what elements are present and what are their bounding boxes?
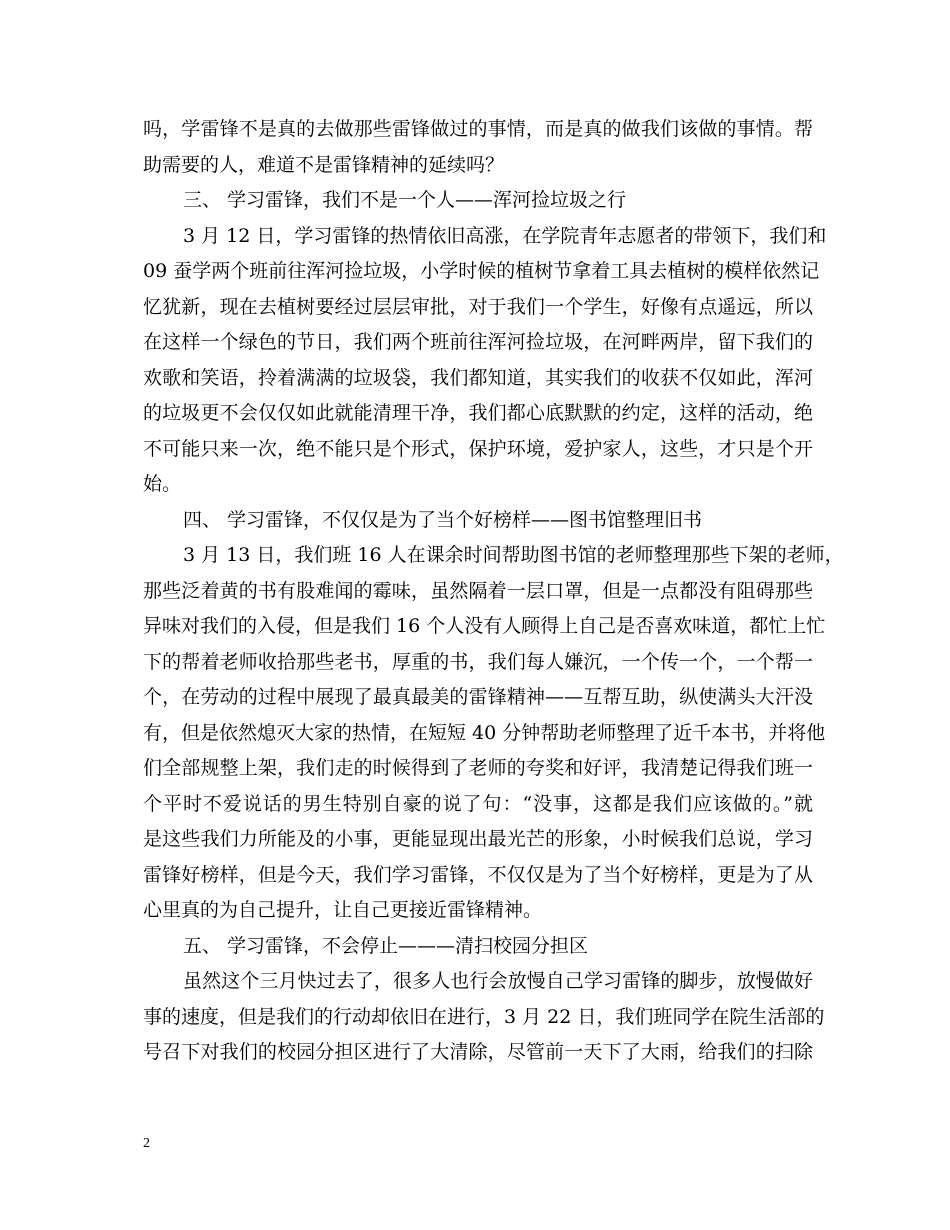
- text-line: 欢歌和笑语，拎着满满的垃圾袋，我们都知道，其实我们的收获不仅如此，浑河: [143, 366, 813, 389]
- text-line: 异味对我们的入侵，但是我们 16 个人没有人顾得上自己是否喜欢味道，都忙上忙: [143, 615, 826, 637]
- text-line: 们全部规整上架，我们走的时候得到了老师的夸奖和好评，我清楚记得我们班一: [143, 757, 813, 779]
- text-line: 个，在劳动的过程中展现了最真最美的雷锋精神——互帮互助，纵使满头大汗没: [143, 686, 813, 708]
- text-line: 是这些我们力所能及的小事，更能显现出最光芒的形象，小时候我们总说，学习: [143, 828, 813, 850]
- text-line: 心里真的为自己提升，让自己更接近雷锋精神。: [143, 899, 543, 921]
- text-line: 09 蚕学两个班前往浑河捡垃圾，小学时候的植树节拿着工具去植树的模样依然记: [143, 260, 820, 282]
- text-line: 个平时不爱说话的男生特别自豪的说了句：“没事，这都是我们应该做的。”就: [143, 792, 813, 815]
- text-line: 吗，学雷锋不是真的去做那些雷锋做过的事情，而是真的做我们该做的事情。帮: [143, 118, 813, 140]
- text-line: 五、 学习雷锋，不会停止———清扫校园分担区: [183, 934, 589, 957]
- text-line: 在这样一个绿色的节日，我们两个班前往浑河捡垃圾，在河畔两岸，留下我们的: [143, 331, 813, 353]
- text-line: 四、 学习雷锋，不仅仅是为了当个好榜样——图书馆整理旧书: [183, 508, 703, 531]
- text-line: 不可能只来一次，绝不能只是个形式，保护环境，爱护家人，这些，才只是个开: [143, 437, 813, 460]
- page-number: 2: [143, 1136, 150, 1151]
- text-line: 3 月 13 日，我们班 16 人在课余时间帮助图书馆的老师整理那些下架的老师，: [183, 544, 844, 566]
- text-line: 雷锋好榜样，但是今天，我们学习雷锋，不仅仅是为了当个好榜样，更是为了从: [143, 863, 813, 886]
- text-line: 有，但是依然熄灭大家的热情，在短短 40 分钟帮助老师整理了近千本书，并将他: [143, 721, 826, 744]
- text-line: 始。: [143, 473, 182, 495]
- text-line: 那些泛着黄的书有股难闻的霉味，虽然隔着一层口罩，但是一点都没有阻碍那些: [143, 579, 813, 602]
- text-line: 事的速度，但是我们的行动却依旧在进行，3 月 22 日，我们班同学在院生活部的: [143, 1005, 825, 1028]
- text-line: 忆犹新，现在去植树要经过层层审批，对于我们一个学生，好像有点遥远，所以: [143, 295, 813, 318]
- text-line: 助需要的人，难道不是雷锋精神的延续吗？: [143, 153, 505, 176]
- document-body: [143, 112, 844, 1071]
- text-line: 的垃圾更不会仅仅如此就能清理干净，我们都心底默默的约定，这样的活动，绝: [143, 402, 813, 424]
- text-line: 3 月 12 日，学习雷锋的热情依旧高涨，在学院青年志愿者的带领下，我们和: [183, 224, 827, 247]
- text-line: 虽然这个三月快过去了，很多人也行会放慢自己学习雷锋的脚步，放慢做好: [183, 970, 813, 992]
- text-line: 号召下对我们的校园分担区进行了大清除，尽管前一天下了大雨，给我们的扫除: [143, 1041, 813, 1063]
- text-line: 下的帮着老师收拾那些老书，厚重的书，我们每人嫌沉，一个传一个，一个帮一: [143, 650, 813, 673]
- text-line: 三、 学习雷锋，我们不是一个人——浑河捡垃圾之行: [183, 189, 627, 211]
